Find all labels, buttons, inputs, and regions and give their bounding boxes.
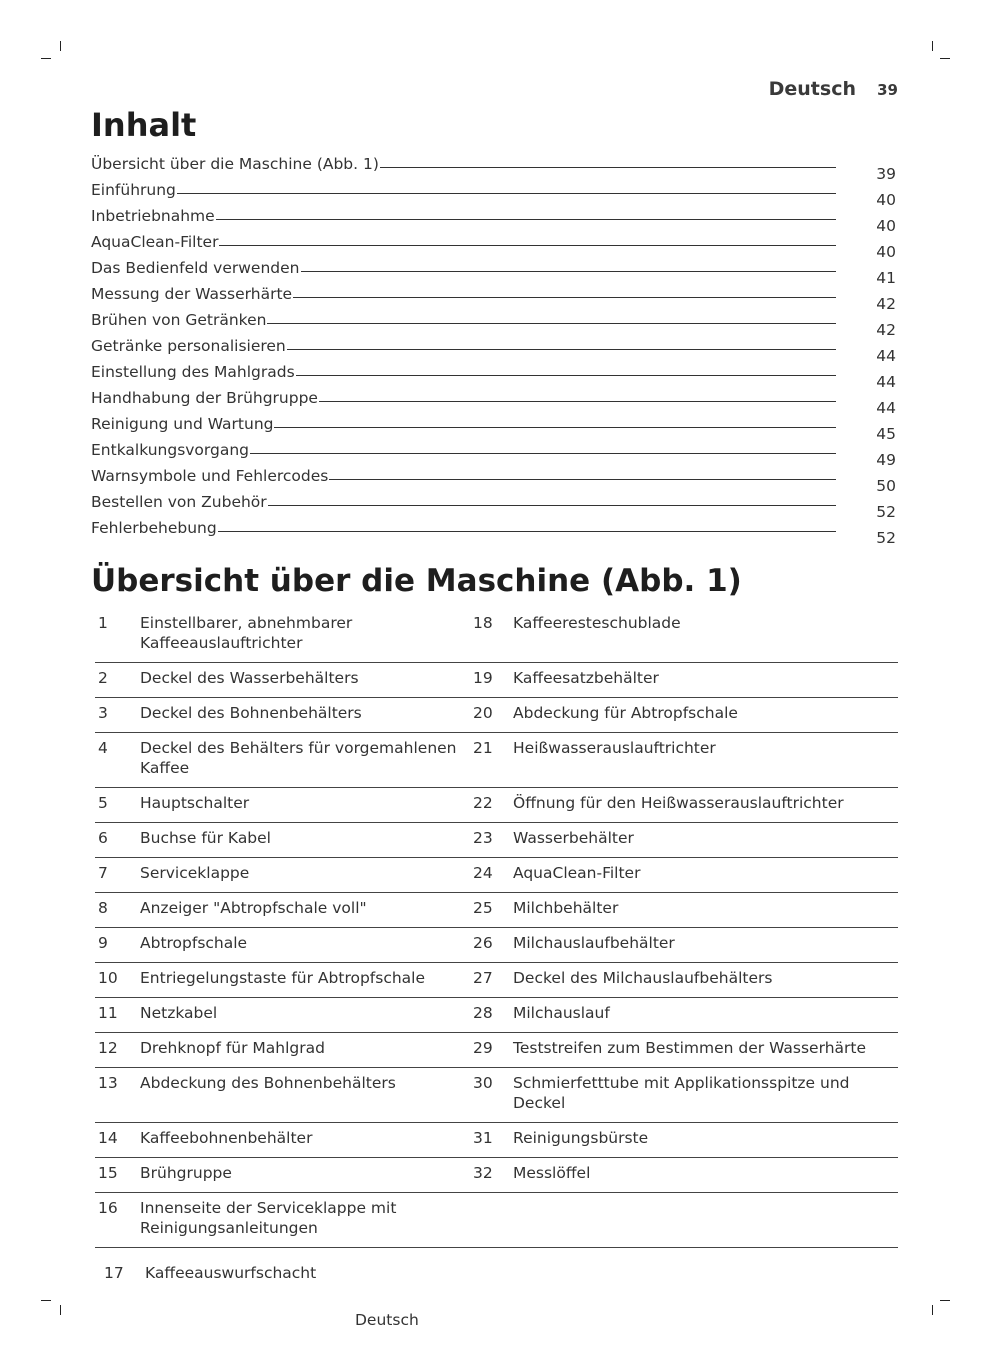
crop-mark xyxy=(60,41,61,51)
part-number: 29 xyxy=(473,1039,493,1057)
toc-entry-label: Messung der Wasserhärte xyxy=(91,285,293,303)
part-label: Deckel des Behälters für vorgemahlenen Kaffee xyxy=(140,739,457,777)
part-label: Brühgruppe xyxy=(140,1164,232,1182)
part-label: Milchauslauf xyxy=(513,1004,610,1022)
toc-leader-line xyxy=(301,271,837,272)
part-cell-left xyxy=(95,733,473,787)
toc-entry-label: Getränke personalisieren xyxy=(91,337,286,355)
part-cell-left xyxy=(95,998,473,1032)
toc-entry[interactable] xyxy=(91,225,836,251)
toc-entry-page: 41 xyxy=(876,269,896,287)
part-number: 19 xyxy=(473,669,493,687)
part-label: Buchse für Kabel xyxy=(140,829,271,847)
part-cell-right xyxy=(473,733,898,787)
footer-language: Deutsch xyxy=(355,1311,419,1329)
toc-entry-label: Einstellung des Mahlgrads xyxy=(91,363,295,381)
part-number: 26 xyxy=(473,934,493,952)
part-label: Einstellbarer, abnehmbarer Kaffeeauslauftrichter xyxy=(140,614,353,652)
toc-leader-line xyxy=(219,245,836,246)
toc-entry[interactable] xyxy=(91,433,836,459)
part-number: 1 xyxy=(98,614,108,632)
part-label: Heißwasserauslauftrichter xyxy=(513,739,716,757)
part-label: Messlöffel xyxy=(513,1164,591,1182)
part-number: 23 xyxy=(473,829,493,847)
toc-leader-line xyxy=(268,505,836,506)
part-cell-right xyxy=(473,608,898,662)
part-cell-left xyxy=(95,1033,473,1067)
crop-mark xyxy=(932,1305,933,1315)
toc-leader-line xyxy=(218,531,836,532)
table-row xyxy=(95,663,898,698)
toc-entry[interactable] xyxy=(91,485,836,511)
part-label: Entriegelungstaste für Abtropfschale xyxy=(140,969,426,987)
toc-leader-line xyxy=(380,167,836,168)
toc-entry[interactable] xyxy=(91,355,836,381)
toc-entry-page: 42 xyxy=(876,295,896,313)
crop-mark xyxy=(60,1305,61,1315)
toc-entry-label: Brühen von Getränken xyxy=(91,311,267,329)
part-number xyxy=(473,1198,513,1238)
part-cell-right xyxy=(473,858,898,892)
part-label: Kaffeeresteschublade xyxy=(513,614,681,632)
part-cell-left xyxy=(95,858,473,892)
part-number: 30 xyxy=(473,1074,493,1092)
table-row xyxy=(95,928,898,963)
crop-mark xyxy=(41,58,51,59)
part-label: Drehknopf für Mahlgrad xyxy=(140,1039,325,1057)
part-number: 12 xyxy=(98,1039,118,1057)
toc-leader-line xyxy=(296,375,836,376)
toc-entry[interactable] xyxy=(91,459,836,485)
toc-leader-line xyxy=(274,427,836,428)
toc-leader-line xyxy=(319,401,836,402)
part-cell-right xyxy=(473,963,898,997)
part-number: 32 xyxy=(473,1164,493,1182)
table-row xyxy=(95,788,898,823)
part-cell-right xyxy=(473,1068,898,1122)
part-number: 20 xyxy=(473,704,493,722)
toc-leader-line xyxy=(267,323,836,324)
part-number: 28 xyxy=(473,1004,493,1022)
overview-title: Übersicht über die Maschine (Abb. 1) xyxy=(91,563,742,599)
table-row xyxy=(95,858,898,893)
toc-entry-label: Einführung xyxy=(91,181,176,199)
part-label: Milchauslaufbehälter xyxy=(513,934,675,952)
part-cell-left xyxy=(95,663,473,697)
part-number: 4 xyxy=(98,739,108,757)
toc-entry[interactable] xyxy=(91,173,836,199)
table-row xyxy=(95,998,898,1033)
part-cell-left xyxy=(95,823,473,857)
part-cell-right xyxy=(473,698,898,732)
part-label: AquaClean-Filter xyxy=(513,864,641,882)
parts-last-row xyxy=(104,1264,316,1282)
toc-entry-label: AquaClean-Filter xyxy=(91,233,219,251)
part-label: Serviceklappe xyxy=(140,864,250,882)
part-cell-right xyxy=(473,928,898,962)
part-number: 5 xyxy=(98,794,108,812)
crop-mark xyxy=(932,41,933,51)
part-number: 22 xyxy=(473,794,493,812)
toc-page-numbers xyxy=(876,161,896,551)
part-label: Hauptschalter xyxy=(140,794,250,812)
toc-entry-page: 44 xyxy=(876,373,896,391)
table-row xyxy=(95,698,898,733)
part-label: Reinigungsbürste xyxy=(513,1129,649,1147)
part-number: 18 xyxy=(473,614,493,632)
toc-entry-label: Bestellen von Zubehör xyxy=(91,493,267,511)
toc-entry[interactable] xyxy=(91,511,836,537)
part-cell-left xyxy=(95,1123,473,1157)
toc-entry[interactable] xyxy=(91,381,836,407)
header-language: Deutsch xyxy=(768,78,856,100)
part-number: 6 xyxy=(98,829,108,847)
table-row xyxy=(95,1158,898,1193)
toc-entry-page: 42 xyxy=(876,321,896,339)
toc-leader-line xyxy=(177,193,836,194)
part-number: 16 xyxy=(98,1199,118,1217)
toc-entry[interactable] xyxy=(91,329,836,355)
toc-entry-page: 52 xyxy=(876,529,896,547)
toc-entry[interactable] xyxy=(91,277,836,303)
part-label xyxy=(513,1198,898,1238)
part-cell-left xyxy=(95,1193,473,1247)
toc-entry-page: 49 xyxy=(876,451,896,469)
part-label: Kaffeesatzbehälter xyxy=(513,669,659,687)
part-label: Teststreifen zum Bestimmen der Wasserhärte xyxy=(513,1039,866,1057)
part-cell-right xyxy=(473,1123,898,1157)
part-cell-left xyxy=(95,963,473,997)
toc-entry-label: Das Bedienfeld verwenden xyxy=(91,259,300,277)
part-label: Deckel des Wasserbehälters xyxy=(140,669,359,687)
toc-leader-line xyxy=(287,349,836,350)
toc-entry-label: Inbetriebnahme xyxy=(91,207,215,225)
part-cell-left xyxy=(95,893,473,927)
part-number: 10 xyxy=(98,969,118,987)
part-label: Deckel des Milchauslaufbehälters xyxy=(513,969,773,987)
table-row xyxy=(95,893,898,928)
toc-entry[interactable] xyxy=(91,407,836,433)
part-cell-left xyxy=(95,608,473,662)
part-number: 21 xyxy=(473,739,493,757)
part-cell-right xyxy=(473,823,898,857)
part-cell-left xyxy=(95,698,473,732)
part-label: Deckel des Bohnenbehälters xyxy=(140,704,362,722)
toc-title: Inhalt xyxy=(91,106,197,144)
part-cell-right xyxy=(473,788,898,822)
toc-entry[interactable] xyxy=(91,251,836,277)
toc-leader-line xyxy=(329,479,836,480)
part-label: Abdeckung für Abtropfschale xyxy=(513,704,738,722)
part-label: Schmierfetttube mit Applikationsspitze und Deckel xyxy=(513,1074,850,1112)
part-cell-right xyxy=(473,1158,898,1192)
table-row xyxy=(95,1068,898,1123)
part-label: Anzeiger "Abtropfschale voll" xyxy=(140,899,367,917)
toc-entry-page: 44 xyxy=(876,399,896,417)
part-cell-right xyxy=(473,1193,898,1247)
toc-entry-page: 44 xyxy=(876,347,896,365)
toc-entry-page: 39 xyxy=(876,165,896,183)
part-number: 24 xyxy=(473,864,493,882)
table-row xyxy=(95,963,898,998)
part-label: Wasserbehälter xyxy=(513,829,634,847)
part-cell-left xyxy=(95,1068,473,1122)
part-cell-left xyxy=(95,928,473,962)
crop-mark xyxy=(41,1300,51,1301)
part-number: 31 xyxy=(473,1129,493,1147)
part-label: Kaffeeauswurfschacht xyxy=(145,1264,317,1282)
part-number: 3 xyxy=(98,704,108,722)
part-cell-right xyxy=(473,1033,898,1067)
parts-table xyxy=(95,608,898,1248)
part-number: 11 xyxy=(98,1004,118,1022)
toc-entry-label: Fehlerbehebung xyxy=(91,519,217,537)
part-label: Innenseite der Serviceklappe mit Reinigungsanleitungen xyxy=(140,1199,397,1237)
toc-entry-label: Reinigung und Wartung xyxy=(91,415,274,433)
part-cell-left xyxy=(95,788,473,822)
part-number: 9 xyxy=(98,934,108,952)
part-label: Abtropfschale xyxy=(140,934,248,952)
toc-entry-label: Handhabung der Brühgruppe xyxy=(91,389,318,407)
table-row xyxy=(95,823,898,858)
part-number: 14 xyxy=(98,1129,118,1147)
toc-entry-label: Entkalkungsvorgang xyxy=(91,441,250,459)
toc-entry[interactable] xyxy=(91,303,836,329)
part-cell-right xyxy=(473,998,898,1032)
toc-leader-line xyxy=(293,297,836,298)
part-cell-left xyxy=(95,1158,473,1192)
toc-entry-page: 50 xyxy=(876,477,896,495)
part-number: 13 xyxy=(98,1074,118,1092)
toc-entry-page: 52 xyxy=(876,503,896,521)
toc-entry[interactable] xyxy=(91,147,836,173)
toc-entry-label: Warnsymbole und Fehlercodes xyxy=(91,467,329,485)
part-cell-right xyxy=(473,663,898,697)
part-number: 25 xyxy=(473,899,493,917)
part-number: 8 xyxy=(98,899,108,917)
part-cell-right xyxy=(473,893,898,927)
crop-mark xyxy=(940,58,950,59)
table-row xyxy=(95,1033,898,1068)
toc-leader-line xyxy=(250,453,836,454)
part-label: Abdeckung des Bohnenbehälters xyxy=(140,1074,396,1092)
toc-list xyxy=(91,147,836,537)
toc-entry-label: Übersicht über die Maschine (Abb. 1) xyxy=(91,155,379,173)
part-number: 27 xyxy=(473,969,493,987)
toc-leader-line xyxy=(216,219,836,220)
crop-mark xyxy=(940,1300,950,1301)
part-label: Öffnung für den Heißwasserauslauftrichter xyxy=(513,794,844,812)
part-number: 15 xyxy=(98,1164,118,1182)
toc-entry[interactable] xyxy=(91,199,836,225)
table-row xyxy=(95,733,898,788)
part-label: Kaffeebohnenbehälter xyxy=(140,1129,313,1147)
table-row xyxy=(95,1193,898,1248)
header-page-number: 39 xyxy=(877,81,898,99)
table-row xyxy=(95,608,898,663)
part-label: Netzkabel xyxy=(140,1004,218,1022)
part-label: Milchbehälter xyxy=(513,899,619,917)
part-number: 2 xyxy=(98,669,108,687)
toc-entry-page: 40 xyxy=(876,191,896,209)
toc-entry-page: 40 xyxy=(876,243,896,261)
table-row xyxy=(95,1123,898,1158)
toc-entry-page: 40 xyxy=(876,217,896,235)
toc-entry-page: 45 xyxy=(876,425,896,443)
part-number: 17 xyxy=(104,1264,124,1282)
part-number: 7 xyxy=(98,864,108,882)
